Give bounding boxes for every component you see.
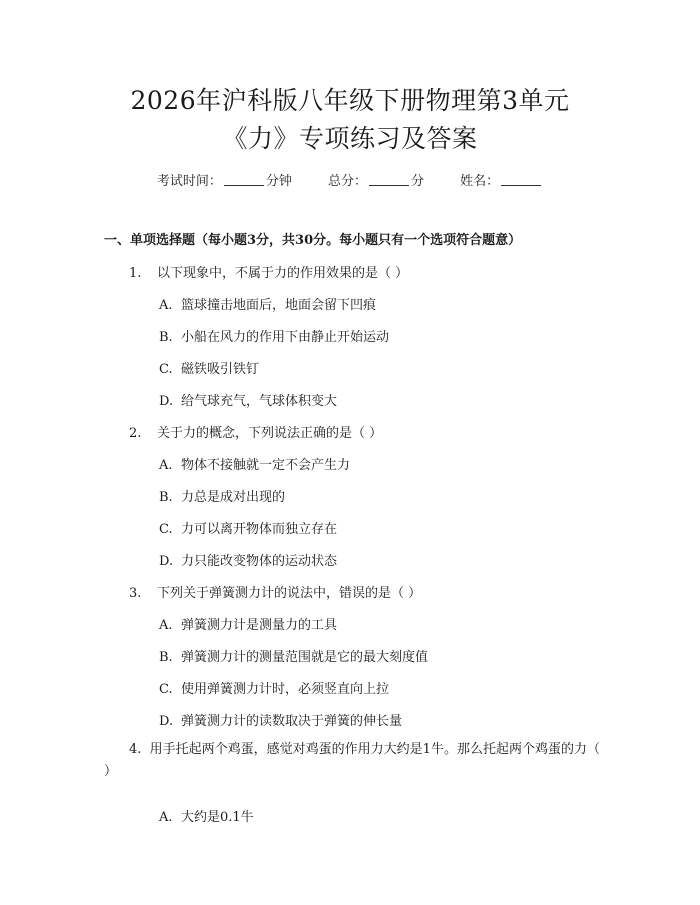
question-3-option-a — [159, 614, 599, 633]
option-text: 磁铁吸引铁钉 — [181, 362, 260, 377]
exam-meta — [0, 170, 700, 189]
exam-score-blank — [369, 173, 409, 186]
document-title-line2: 《力》专项练习及答案 — [222, 124, 478, 153]
option-letter: A. — [159, 618, 173, 633]
section-heading: 一、单项选择题（每小题3分，共30分。每小题只有一个选项符合题意） — [104, 233, 522, 248]
option-letter: B. — [159, 650, 173, 665]
question-3-option-d — [159, 710, 599, 729]
option-text: 力总是成对出现的 — [181, 490, 286, 505]
option-text: 物体不接触就一定不会产生力 — [181, 458, 351, 473]
exam-time-unit: 分钟 — [265, 174, 292, 189]
exam-name-label: 姓名： — [460, 174, 500, 189]
option-text: 力只能改变物体的运动状态 — [181, 554, 338, 569]
question-2 — [129, 422, 599, 441]
exam-score — [328, 170, 424, 189]
question-4-option-a — [159, 806, 599, 825]
option-letter: B. — [159, 330, 173, 345]
option-text: 力可以离开物体而独立存在 — [181, 522, 338, 537]
option-letter: A. — [159, 298, 173, 313]
question-1-option-d — [159, 390, 599, 409]
option-text: 弹簧测力计的测量范围就是它的最大刻度值 — [181, 650, 429, 665]
option-letter: B. — [159, 490, 173, 505]
question-3-option-c — [159, 678, 599, 697]
question-1 — [129, 262, 599, 281]
question-number: 2. — [129, 426, 142, 441]
exam-name-blank — [501, 173, 541, 186]
question-text: 关于力的概念，下列说法正确的是（ ） — [157, 426, 383, 441]
exam-time — [157, 170, 292, 189]
option-letter: A. — [159, 810, 173, 825]
question-text: 用手托起两个鸡蛋，感觉对鸡蛋的作用力大约是1牛。那么托起两个鸡蛋的力（ ） — [104, 742, 600, 779]
option-letter: D. — [159, 394, 174, 409]
question-number: 3. — [129, 586, 142, 601]
question-4 — [104, 739, 604, 783]
question-2-option-a — [159, 454, 599, 473]
option-text: 小船在风力的作用下由静止开始运动 — [181, 330, 390, 345]
question-3 — [129, 582, 599, 601]
option-letter: C. — [159, 362, 173, 377]
exam-score-unit: 分 — [411, 174, 425, 189]
question-2-option-d — [159, 550, 599, 569]
question-1-option-b — [159, 326, 599, 345]
option-text: 弹簧测力计是测量力的工具 — [181, 618, 338, 633]
option-text: 篮球撞击地面后，地面会留下凹痕 — [181, 298, 377, 313]
question-3-option-b — [159, 646, 599, 665]
option-letter: D. — [159, 714, 174, 729]
document-title-line1: 2026年沪科版八年级下册物理第3单元 — [130, 86, 570, 115]
exam-score-label: 总分： — [327, 174, 367, 189]
option-text: 弹簧测力计的读数取决于弹簧的伸长量 — [181, 714, 403, 729]
question-1-option-a — [159, 294, 599, 313]
option-text: 使用弹簧测力计时，必须竖直向上拉 — [181, 682, 390, 697]
option-letter: C. — [159, 522, 173, 537]
question-number: 1. — [129, 266, 142, 281]
option-text: 大约是0.1牛 — [181, 810, 254, 825]
exam-time-label: 考试时间： — [156, 174, 222, 189]
exam-time-blank — [224, 173, 264, 186]
exam-name — [460, 170, 543, 189]
question-number: 4. — [129, 742, 142, 757]
option-letter: C. — [159, 682, 173, 697]
option-text: 给气球充气，气球体积变大 — [181, 394, 338, 409]
option-letter: A. — [159, 458, 173, 473]
option-letter: D. — [159, 554, 174, 569]
question-text: 下列关于弹簧测力计的说法中，错误的是（ ） — [157, 586, 422, 601]
question-2-option-c — [159, 518, 599, 537]
question-1-option-c — [159, 358, 599, 377]
question-2-option-b — [159, 486, 599, 505]
question-text: 以下现象中，不属于力的作用效果的是（ ） — [157, 266, 409, 281]
